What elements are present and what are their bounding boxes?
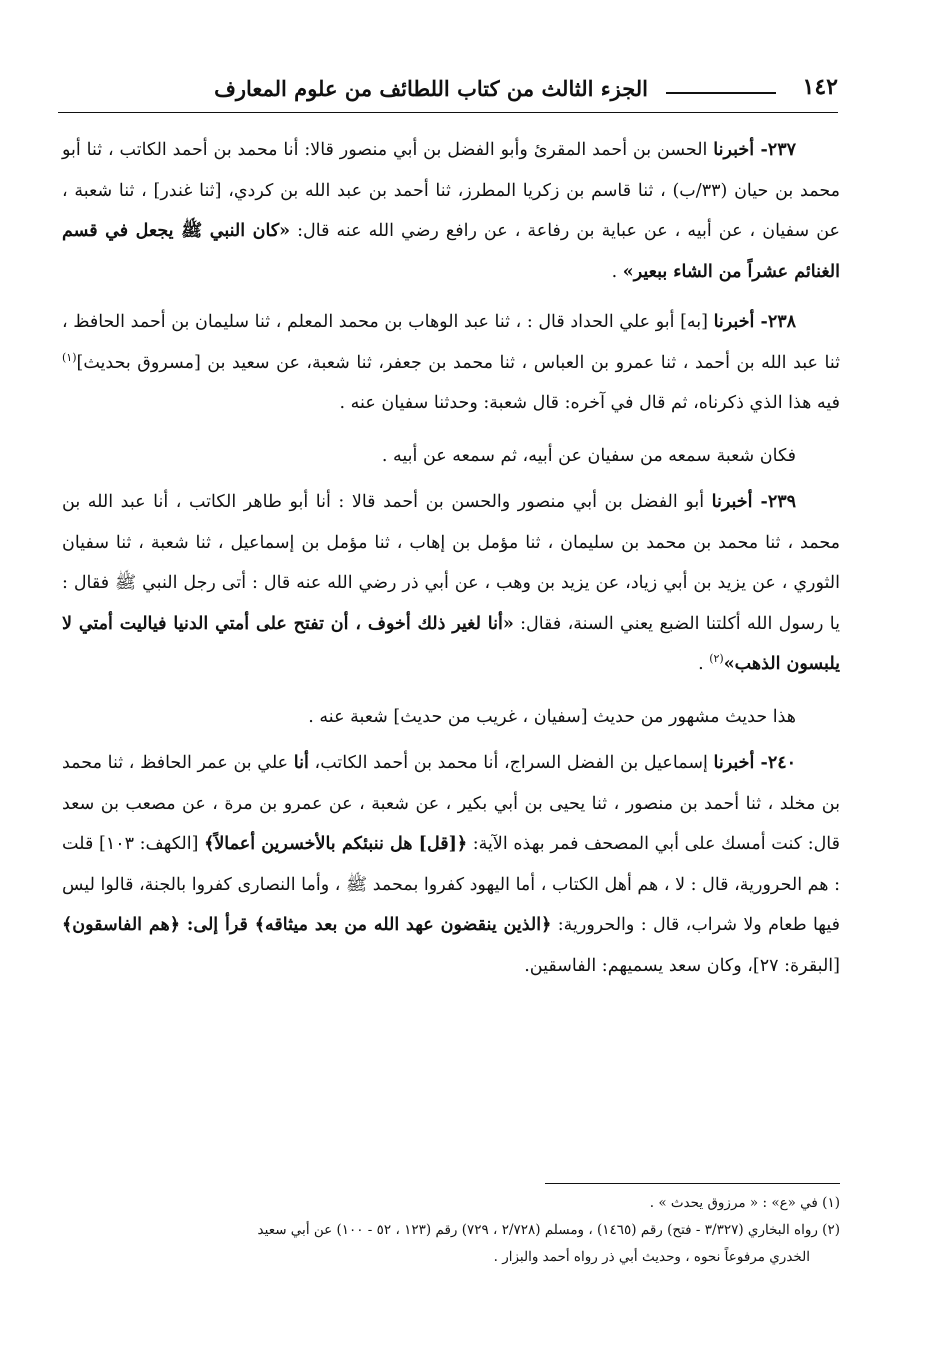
chain-text: [البقرة: ٢٧]، وكان سعد يسميهم: الفاسقين. — [524, 955, 840, 976]
hadith-text: «أنا لغير ذلك أخوف ، أن تفتح على أمتي الدنيا فياليت أمتي لا يلبسون الذهب» — [62, 613, 840, 674]
paragraph-end: . — [698, 654, 710, 674]
chain-lead: أخبرنا — [713, 140, 755, 160]
chain-text: علي بن عمر الحافظ ، ثنا محمد بن مخلد ، ثنا أحمد بن منصور ، ثنا يحيى بن أبي بكير ، عن شعبة ، عن عمرو بن مرة ، عن مصعب بن سعد قال: كنت أمسك على أبي المصحف فمر بهذه الآية: — [62, 753, 841, 854]
footnote-divider — [545, 1183, 840, 1184]
hadith-number: ٢٤٠ — [767, 753, 797, 773]
hadith-paragraph-240: ٢٤٠- أخبرنا إسماعيل بن الفضل السراج، أنا محمد بن أحمد الكاتب، أنا علي بن عمر الحافظ ، ثنا محمد بن مخلد ، ثنا أحمد بن منصور ، ثنا يحيى بن أبي بكير ، عن شعبة ، عن عمرو بن مرة ، عن مصعب بن سعد قال: كنت أمسك على أبي المصحف فمر بهذه الآية: ﴿[قل] هل ننبئكم بالأخسرين أعمالاً﴾ [الكهف: ١٠٣] قلت : هم الحرورية، قال : لا ، هم أهل الكتاب ، أما اليهود كفروا بمحمد ﷺ ، وأما النصارى كفروا بالجنة، قالوا ليس فيها طعام ولا شراب، قال : والحرورية: ﴿الذين ينقضون عهد الله من بعد ميثاقه﴾ قرأ إلى: ﴿هم الفاسقون﴾ [البقرة: ٢٧]، وكان سعد يسميهم: الفاسقين. — [62, 753, 841, 976]
paragraph-end: . — [611, 261, 623, 282]
chain-text: فيه هذا الذي ذكرناه، ثم قال في آخره: قال شعبة: وحدثنا سفيان عنه . — [339, 393, 840, 413]
chain-text: إسماعيل بن الفضل السراج، أنا محمد بن أحمد الكاتب، — [308, 753, 714, 773]
footnote-2-continued: الخدري مرفوعاً نحوه ، وحديث أبي ذر رواه أحمد والبزار . — [493, 1249, 810, 1265]
chain-bold: أنا — [293, 753, 309, 773]
page-number: ١٤٢ — [802, 74, 838, 100]
commentary-paragraph: فكان شعبة سمعه من سفيان عن أبيه، ثم سمعه عن أبيه . — [381, 445, 796, 466]
footnote-1: (١) في «ع» : « مرزوق يحدث » . — [649, 1195, 840, 1211]
chain-lead: أخبرنا — [711, 492, 753, 512]
running-title: الجزء الثالث من كتاب اللطائف من علوم المعارف — [214, 76, 648, 101]
chain-text: الحسن بن أحمد المقرئ وأبو الفضل بن أبي منصور قالا: أنا محمد بن أحمد الكاتب ، ثنا أبو محمد بن حيان (٣٣/ب) ، ثنا قاسم بن زكريا المطرز، ثنا أحمد بن عبد الله بن كردي، [ثنا غندر] ، ثنا شعبة ، عن سفيان ، عن أبيه ، عن عباية بن رفاعة ، عن رافع رضي الله عنه قال: — [62, 140, 840, 241]
main-text — [62, 130, 840, 986]
quran-verse: ﴿هم الفاسقون﴾ — [62, 915, 181, 935]
hadith-number: ٢٣٩ — [767, 492, 797, 512]
hadith-number: ٢٣٨ — [767, 312, 797, 332]
hadith-paragraph-238: ٢٣٨- أخبرنا [به] أبو علي الحداد قال : ، ثنا عبد الوهاب بن محمد المعلم ، ثنا سليمان بن أحمد الحافظ ، ثنا عبد الله بن أحمد ، ثنا عمرو بن العباس ، ثنا محمد بن جعفر، ثنا شعبة، عن سعيد بن [مسروق بحديث]$^{(١)}$ فيه هذا الذي ذكرناه، ثم قال في آخره: قال شعبة: وحدثنا سفيان عنه . — [62, 312, 840, 413]
header-divider — [666, 92, 776, 94]
chain-text: [الكهف: ١٠٣] قلت : هم الحرورية، قال : لا ، هم أهل الكتاب ، أما اليهود كفروا بمحمد ﷺ ، وأما النصارى كفروا بالجنة، قالوا ليس فيها طعام ولا شراب، قال : والحرورية: — [62, 834, 841, 935]
chain-text: قرأ إلى: — [180, 915, 255, 935]
hadith-text: «كان النبي ﷺ يجعل في قسم الغنائم عشراً من الشاء ببعير» — [62, 221, 840, 282]
quran-verse: ﴿الذين ينقضون عهد الله من بعد ميثاقه﴾ — [254, 915, 552, 935]
hadith-paragraph-237: ٢٣٧- أخبرنا الحسن بن أحمد المقرئ وأبو الفضل بن أبي منصور قالا: أنا محمد بن أحمد الكاتب ، ثنا أبو محمد بن حيان (٣٣/ب) ، ثنا قاسم بن زكريا المطرز، ثنا أحمد بن عبد الله بن كردي، [ثنا غندر] ، ثنا شعبة ، عن سفيان ، عن أبيه ، عن عباية بن رفاعة ، عن رافع رضي الله عنه قال: «كان النبي ﷺ يجعل في قسم الغنائم عشراً من الشاء ببعير» . — [62, 140, 840, 282]
hadith-paragraph-239: ٢٣٩- أخبرنا أبو الفضل بن أبي منصور والحسن بن أحمد قالا : أنا أبو طاهر الكاتب ، أنا عبد الله بن محمد ، ثنا محمد بن محمد بن سليمان ، ثنا مؤمل بن إهاب ، ثنا مؤمل بن إسماعيل ، ثنا شعبة ، ثنا سفيان الثوري ، عن يزيد بن أبي زياد، عن يزيد بن وهب ، عن أبي ذر رضي الله عنه قال : أتى رجل النبي ﷺ فقال : يا رسول الله أكلتنا الضبع يعني السنة، فقال: «أنا لغير ذلك أخوف ، أن تفتح على أمتي الدنيا فياليت أمتي لا يلبسون الذهب»$^{(٢)}$ . — [62, 492, 840, 674]
chain-lead: أخبرنا — [713, 312, 755, 332]
chain-text: [به] أبو علي الحداد قال : ، ثنا عبد الوهاب بن محمد المعلم ، ثنا سليمان بن أحمد الحافظ ، ثنا عبد الله بن أحمد ، ثنا عمرو بن العباس ، ثنا محمد بن جعفر، ثنا شعبة، عن سعيد بن [مسروق بحديث] — [62, 312, 840, 373]
page-header — [58, 68, 838, 113]
footnotes — [70, 1190, 840, 1271]
footnote-2: (٢) رواه البخاري (٣/٣٢٧ - فتح) رقم (١٤٦٥) ، ومسلم (٢/٧٢٨ ، ٧٢٩) رقم (١٢٣ ، ٥٢ - ١٠٠) عن أبي سعيد — [257, 1222, 840, 1238]
footnote-marker: (١) — [62, 350, 77, 364]
quran-verse: ﴿[قل] هل ننبئكم بالأخسرين أعمالاً﴾ — [204, 834, 468, 854]
chain-text: أبو الفضل بن أبي منصور والحسن بن أحمد قالا : أنا أبو طاهر الكاتب ، أنا عبد الله بن محمد ، ثنا محمد بن محمد بن سليمان ، ثنا مؤمل بن إهاب ، ثنا مؤمل بن إسماعيل ، ثنا شعبة ، ثنا سفيان الثوري ، عن يزيد بن أبي زياد، عن يزيد بن وهب ، عن أبي ذر رضي الله عنه قال : أتى رجل النبي ﷺ فقال : يا رسول الله أكلتنا الضبع يعني السنة، فقال: — [62, 492, 840, 634]
footnote-marker: (٢) — [709, 652, 724, 666]
chain-lead: أخبرنا — [713, 753, 755, 773]
commentary-paragraph: هذا حديث مشهور من حديث [سفيان ، غريب من حديث] شعبة عنه . — [308, 706, 796, 727]
hadith-number: ٢٣٧ — [767, 140, 796, 160]
